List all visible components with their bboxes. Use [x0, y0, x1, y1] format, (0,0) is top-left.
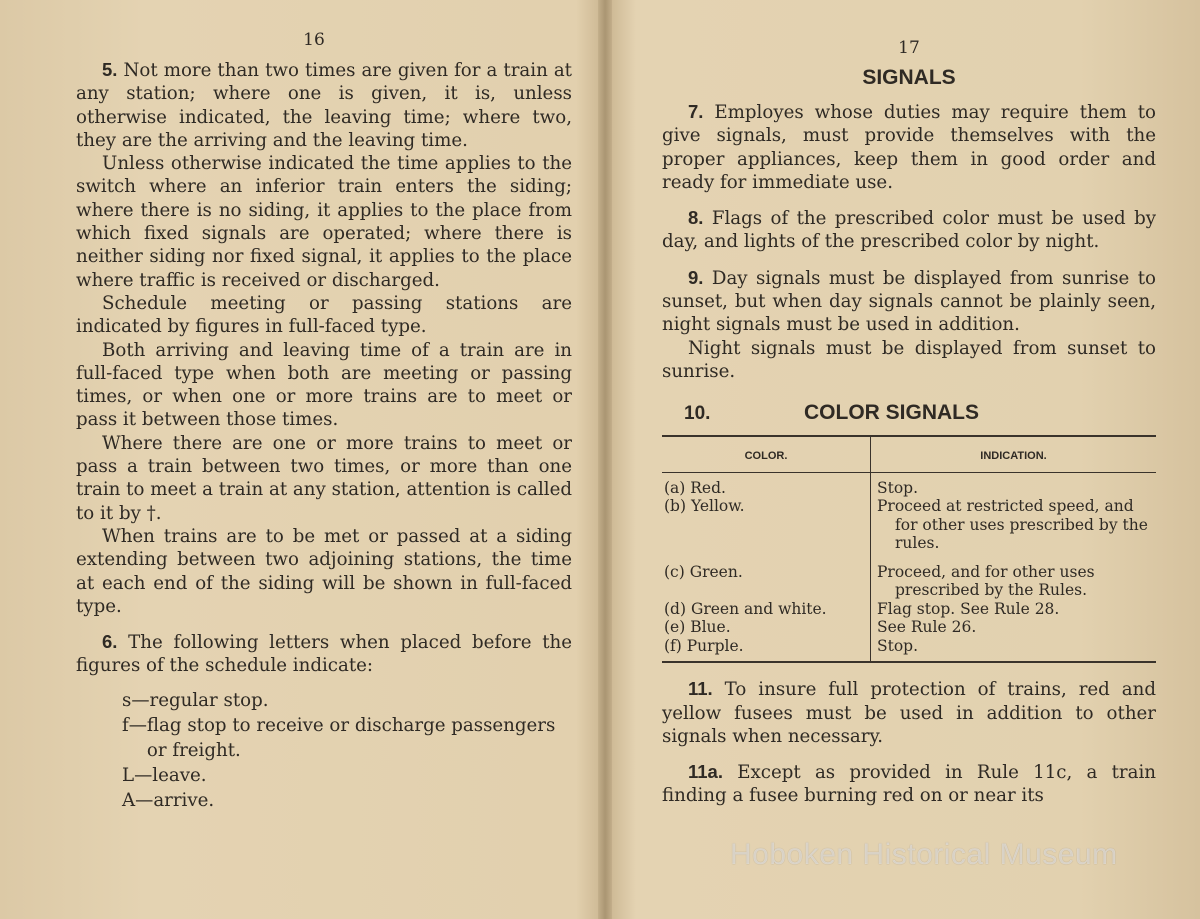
rule-5-paragraph-5: Where there are one or more trains to meet or pass a train between two times, or more than one train to meet a train at any station, attention is called to it by †.: [76, 432, 572, 524]
schedule-letters-list: [122, 688, 572, 813]
rule-5-paragraph-6: When trains are to be met or passed at a siding extending between two adjoining stations, the time at each end of the siding will be shown in full-faced type.: [76, 525, 572, 617]
list-item: L— leave.: [122, 764, 207, 786]
rule-5-paragraph-4: Both arriving and leaving time of a train are in full-faced type when both are meeting or passing times, or when one or more trains are to meet or pass it between those times.: [76, 339, 572, 431]
rule-8-paragraph: 8. Flags of the prescribed color must be used by day, and lights of the prescribed color by night.: [662, 207, 1156, 253]
color-signals-title: COLOR SIGNALS: [804, 401, 980, 425]
color-signals-table: [662, 435, 1156, 663]
museum-watermark: Hoboken Historical Museum: [730, 838, 1118, 871]
column-header-color: COLOR.: [662, 436, 871, 472]
right-page: [612, 0, 1200, 919]
rule-6-paragraph: 6. The following letters when placed before the figures of the schedule indicate:: [76, 631, 572, 677]
rule-7-number: 7.: [688, 101, 704, 122]
rule-11-number: 11.: [688, 678, 713, 700]
left-page: [0, 0, 598, 919]
rule-9-paragraph: 9. Day signals must be displayed from sunrise to sunset, but when day signals cannot be plainly seen, night signals must be used in addition.: [662, 266, 1156, 336]
rule-5-paragraph-3: Schedule meeting or passing stations are indicated by figures in full-faced type.: [76, 292, 572, 338]
page-number-17: 17: [898, 38, 920, 58]
signals-heading: SIGNALS: [862, 66, 956, 89]
page-number-16: 16: [303, 30, 325, 50]
rule-7-paragraph: 7. Employes whose duties may require them to give signals, must provide themselves with the proper appliances, keep them in good order and ready for immediate use.: [662, 101, 1156, 193]
rule-5-number: 5.: [102, 59, 118, 80]
list-item: A— arrive.: [122, 789, 215, 811]
table-row: (b) Yellow. Proceed at restricted speed, and for other uses prescribed by the rules.: [664, 497, 1148, 553]
rule-8-number: 8.: [688, 207, 704, 229]
book-gutter: [598, 0, 612, 919]
rule-5-paragraph-2: Unless otherwise indicated the time applies to the switch where an inferior train enters the siding; where there is no siding, it applies to the place from which fixed signals are operated; where there is neither siding nor fixed signal, it applies to the place where traffic is received or discharged.: [76, 153, 572, 291]
column-header-indication: INDICATION.: [871, 436, 1157, 472]
list-item: f— flag stop to receive or discharge passengers or freight.: [122, 714, 556, 761]
rule-5-paragraph-1: 5. Not more than two times are given for a train at any station; where one is given, it is, unless otherwise indicated, the leaving time; where two, they are the arriving and the leaving time.: [76, 59, 572, 151]
rule-11a-number: 11a.: [688, 761, 723, 783]
rule-10-heading: [684, 401, 1156, 425]
table-row: (a) Red. Stop.: [662, 472, 1156, 497]
table-row: (c) Green. Proceed, and for other uses prescribed by the Rules.: [662, 553, 1156, 600]
table-row: (f) Purple. Stop.: [662, 637, 1156, 663]
rule-6-number: 6.: [102, 631, 118, 653]
list-item: s— regular stop.: [122, 689, 269, 711]
rule-9-paragraph-2: Night signals must be displayed from sunset to sunrise.: [662, 337, 1156, 382]
table-row: (d) Green and white. Flag stop. See Rule 28.: [664, 599, 1060, 618]
rule-9-number: 9.: [688, 266, 704, 288]
rule-11-paragraph: 11. To insure full protection of trains, red and yellow fusees must be used in addition to other signals when necessary.: [662, 678, 1156, 747]
rule-10-number: 10.: [684, 403, 711, 425]
rule-11a-paragraph: 11a. Except as provided in Rule 11c, a train finding a fusee burning red on or near its: [662, 761, 1156, 807]
table-row: (e) Blue. See Rule 26.: [664, 618, 977, 637]
